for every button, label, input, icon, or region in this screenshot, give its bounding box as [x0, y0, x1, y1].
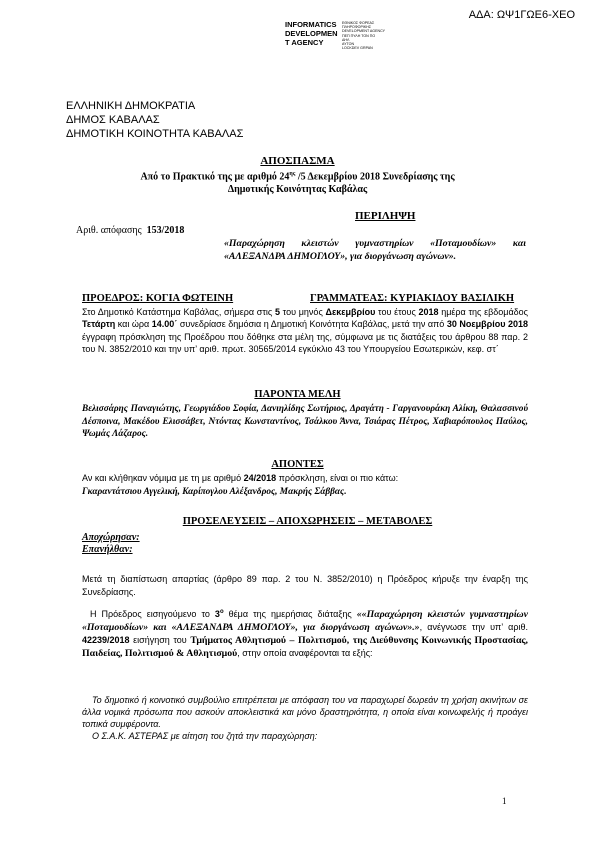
logo-fine-print: ΕΘΝΙΚΟΣ ΦΟΡΕΑΣ ΠΛΗΡΟΦΟΡΙΚΗΣ DEVELOPMENT AGENCY ΠΕΠ ΠΥΛΗ ΤΟΝ ΠΟ ΔΗΛ ΑΥΤΟΝ LOCKDEV GRPAN [342, 21, 386, 51]
absent-intro: Αν και κλήθηκαν νόμιμα με τη με αριθμό 24/2018 πρόσκληση, είναι οι πιο κάτω: [82, 473, 399, 483]
header-line-2: ΔΗΜΟΣ ΚΑΒΑΛΑΣ [66, 114, 160, 126]
absent-members: Γκαραντάτσιου Αγγελική, Καρίπογλου Αλέξανδρος, Μακρής Σάββας. [82, 487, 347, 497]
present-members: Βελισσάρης Παναγιώτης, Γεωργιάδου Σοφία, Δανιηλίδης Σωτήριος, Δραγάτη - Γαργανουράκη Αλίκη, Θαλασσινού Δέσποινα, Μακέδου Ελισσάβετ, Ντόντας Κωνσταντίνος, Τσάλκου Άννα, Τσιάρας Πέτρος, Χαβιαρόπουλος Παύλος, Ψωμάς Λάζαρος. [82, 404, 528, 439]
document-subtitle: Από το Πρακτικό της με αριθμό $24^{\eta\varsigma}$ /5 Δεκεμβρίου 2018 Συνεδρίασης της Δημοτικής Κοινότητας Καβάλας [140, 171, 455, 196]
summary-text: «Παραχώρηση κλειστών γυμναστηρίων «Ποταμουδίων» και «ΑΛΕΞΑΝΔΡΑ ΔΗΜΟΓΛΟΥ», για διοργάνωση αγώνων». [224, 238, 526, 262]
quorum-text: Μετά τη διαπίστωση απαρτίας (άρθρο 89 παρ. 2 του Ν. 3852/2010) η Πρόεδρος κήρυξε την έναρξη της Συνεδρίασης. [82, 574, 528, 597]
decision-number: Αριθ. απόφασης 153/2018 [76, 225, 185, 236]
logo-line-1: INFORMATICS [285, 20, 337, 29]
secretary: ΓΡΑΜΜΑΤΕΑΣ: ΚΥΡΙΑΚΙΔΟΥ ΒΑΣΙΛΙΚΗ [310, 293, 515, 304]
logo-line-2: DEVELOPMEN [285, 29, 338, 38]
ada-code: ΑΔΑ: ΩΨ1ΓΩΕ6-ΧΕΟ [468, 9, 575, 21]
returned-label: Επανήλθαν: [82, 544, 133, 555]
session-intro: Στο Δημοτικό Κατάστημα Καβάλας, σήμερα στις 5 του μηνός Δεκεμβρίου του έτους 2018 ημέρα της εβδομάδος Τετάρτη και ώρα 14.00΄ συνεδρίασε δημόσια η Δημοτική Κοινότητα Καβάλας, μετά την από 30 Νοεμβρίου 2018 έγγραφη πρόσκληση της Προέδρου που δόθηκε στα μέλη της, σύμφωνα με τις διατάξεις του άρθρου 88 παρ. 2 του Ν. 3852/2010 και την υπ’ αριθ. πρωτ. 30565/2014 εγκύκλιο 43 του Υπουργείου Εσωτερικών, κεφ. στ΄ [82, 307, 529, 354]
issuer-header [66, 99, 243, 141]
logo [285, 20, 338, 47]
changes-heading: ΠΡΟΣΕΛΕΥΣΕΙΣ – ΑΠΟΧΩΡΗΣΕΙΣ – ΜΕΤΑΒΟΛΕΣ [182, 516, 433, 527]
page-number: 1 [502, 796, 507, 806]
summary-heading: ΠΕΡΙΛΗΨΗ [355, 210, 416, 222]
legal-quote: Το δημοτικό ή κοινοτικό συμβούλιο επιτρέπεται με απόφαση του να παραχωρεί δωρεάν τη χρήση ακινήτων σε άλλα νομικά πρόσωπα που ασκούν αποκλειστικά και μόνο δραστηριότητα, η οποία είναι κοινωφελής ή προάγει τοπικά συμφέροντα. [82, 695, 528, 729]
header-line-1: ΕΛΛΗΝΙΚΗ ΔΗΜΟΚΡΑΤΙΑ [66, 100, 196, 112]
logo-line-3: T AGENCY [285, 38, 324, 47]
departed-label: Αποχώρησαν: [82, 532, 140, 543]
header-line-3: ΔΗΜΟΤΙΚΗ ΚΟΙΝΟΤΗΤΑ ΚΑΒΑΛΑΣ [66, 128, 244, 140]
absent-heading: ΑΠΟΝΤΕΣ [271, 459, 324, 470]
document-title: ΑΠΟΣΠΑΣΜΑ [260, 155, 335, 167]
request-text: Ο Σ.Α.Κ. ΑΣΤΕΡΑΣ με αίτηση του ζητά την παραχώρηση: [92, 731, 318, 741]
present-heading: ΠΑΡΟΝΤΑ ΜΕΛΗ [254, 389, 341, 400]
president: ΠΡΟΕΔΡΟΣ: ΚΟΓΙΑ ΦΩΤΕΙΝΗ [82, 293, 234, 304]
proposal-text: Η Πρόεδρος εισηγούμενο το $3^o$ θέμα της ημερήσιας διάταξης ««Παραχώρηση κλειστών γυμναστηρίων «Ποταμουδίων» και «ΑΛΕΞΑΝΔΡΑ ΔΗΜΟΓΛΟΥ», για διοργάνωση αγώνων».», ανέγνωσε την υπ’ αριθ. 42239/2018 εισήγηση του Τμήματος Αθλητισμού – Πολιτισμού, της Διεύθυνσης Κοινωνικής Προστασίας, Παιδείας, Πολιτισμού & Αθλητισμού, στην οποία αναφέρονται τα εξής: [82, 609, 529, 659]
